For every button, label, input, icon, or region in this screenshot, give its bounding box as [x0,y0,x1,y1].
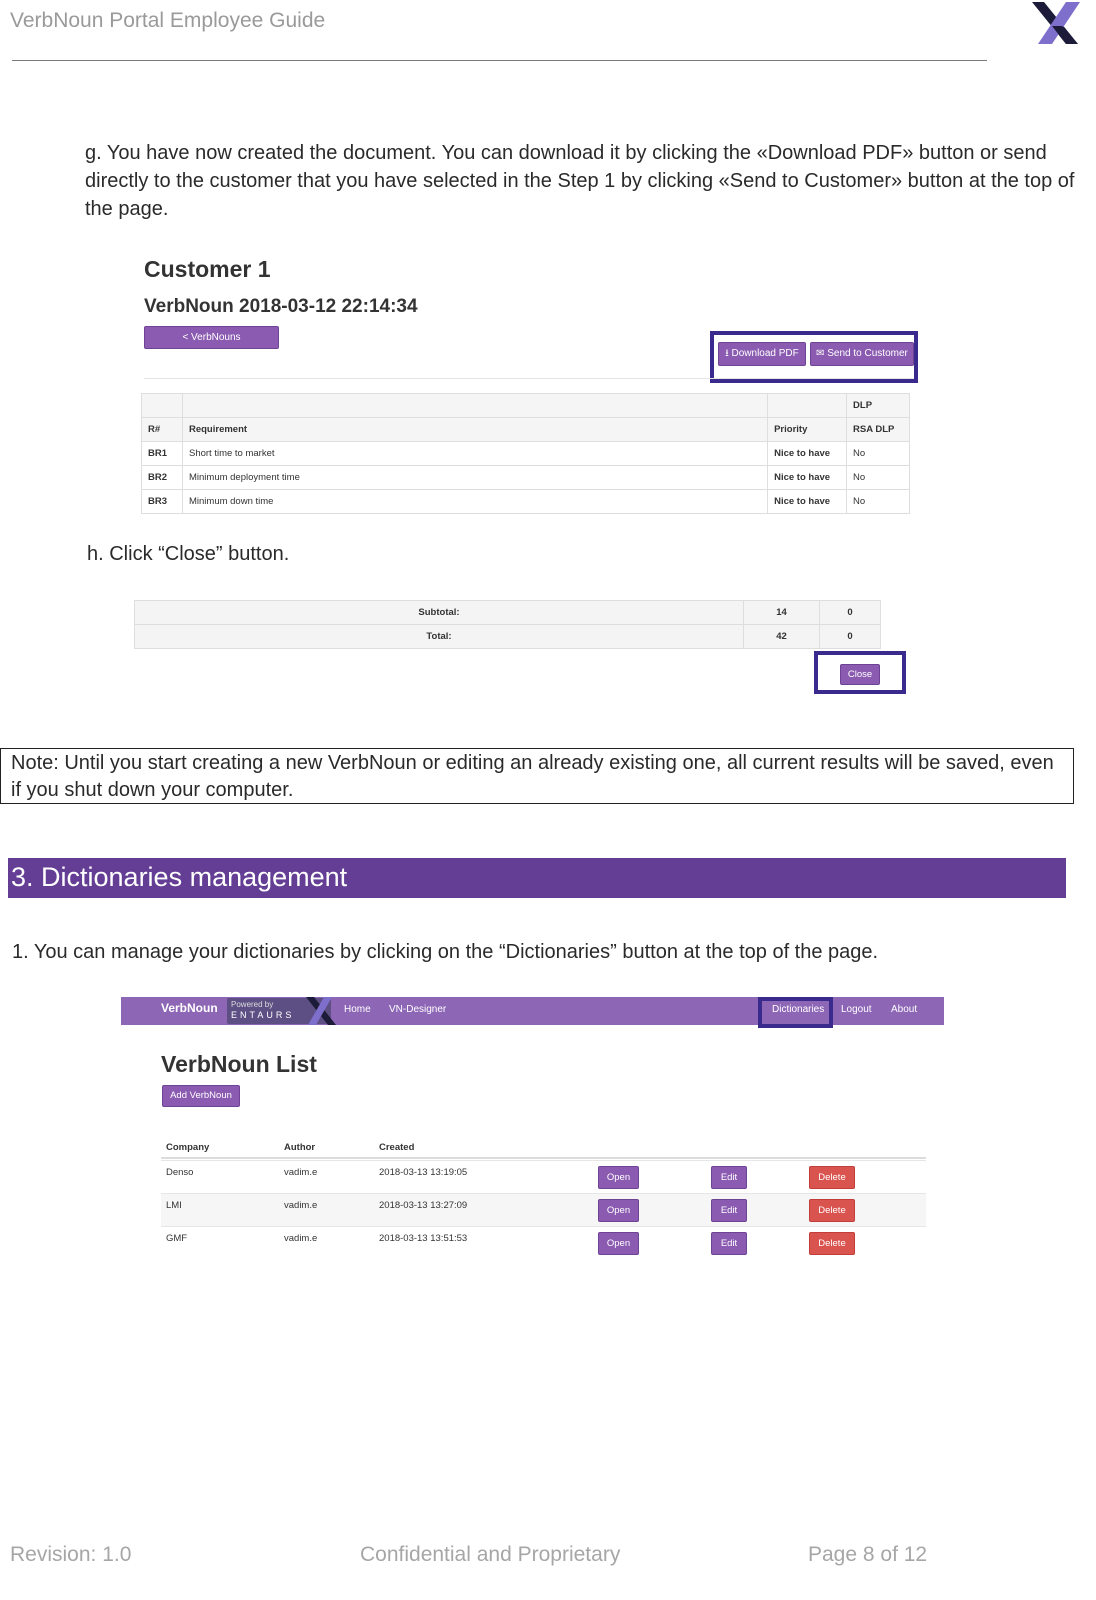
send-to-customer-button[interactable]: ✉ Send to Customer [810,342,914,366]
footer-page-number: Page 8 of 12 [808,1543,928,1566]
table-header [161,1137,926,1159]
footer-revision: Revision: 1.0 [10,1543,132,1566]
delete-button[interactable]: Delete [809,1166,855,1189]
totals-table [134,600,881,649]
download-pdf-button[interactable]: ⭳ Download PDF [718,342,806,366]
back-to-verbnouns-button[interactable]: < VerbNouns [144,326,279,349]
author-cell: vadim.e [284,1233,318,1244]
badge-name: ENTAURS [231,1010,295,1020]
nav-vn-designer[interactable]: VN-Designer [389,1004,447,1015]
header-divider [12,60,987,61]
delete-button[interactable]: Delete [809,1232,855,1255]
row-value: 42 [744,625,820,649]
table-row [142,490,910,514]
requirements-table [141,393,910,514]
edit-button[interactable]: Edit [711,1199,747,1222]
company-cell: LMI [166,1200,182,1211]
requirement-priority: Nice to have [768,466,847,490]
row-value: 0 [820,601,881,625]
created-cell: 2018-03-13 13:27:09 [379,1200,468,1211]
highlight-box [814,651,906,694]
requirement-dlp: No [847,466,910,490]
footer-confidential: Confidential and Proprietary [360,1543,621,1566]
requirement-name: Short time to market [182,442,767,466]
step-g-text: g. You have now created the document. You can download it by clicking the «Download PDF» button or send directly to the customer that you have selected in the Step 1 by clicking «Send to Customer» button at the top of the page. [85,142,1075,220]
document-screenshot-totals [134,590,914,700]
table-row [161,1226,926,1259]
group-header-dlp: DLP [847,394,910,418]
close-button[interactable]: Close [840,664,880,685]
created-cell: 2018-03-13 13:19:05 [379,1167,468,1178]
navbar-brand[interactable]: VerbNoun [161,1001,218,1015]
requirement-id: BR1 [142,442,183,466]
document-header-title: VerbNoun Portal Employee Guide [10,9,326,32]
delete-button[interactable]: Delete [809,1199,855,1222]
verbnoun-timestamp-title: VerbNoun 2018-03-12 22:14:34 [144,296,418,317]
table-row [161,1193,926,1226]
requirement-priority: Nice to have [768,442,847,466]
requirement-id: BR3 [142,490,183,514]
column-header: Requirement [182,418,767,442]
edit-button[interactable]: Edit [711,1232,747,1255]
table-row [135,601,881,625]
nav-dictionaries[interactable]: Dictionaries [772,1004,825,1015]
document-screenshot-verbnoun-list [121,997,944,1262]
brand-x-logo-icon [1032,0,1084,48]
author-cell: vadim.e [284,1167,318,1178]
add-verbnoun-button[interactable]: Add VerbNoun [162,1085,240,1107]
badge-caption: Powered by [231,1000,274,1009]
column-header: Created [379,1142,415,1153]
row-value: 14 [744,601,820,625]
dictionaries-step-1-text: 1. You can manage your dictionaries by clicking on the “Dictionaries” button at the top of the page. [12,941,879,963]
verbnoun-list-heading: VerbNoun List [161,1051,317,1077]
customer-title: Customer 1 [144,256,271,282]
nav-home[interactable]: Home [344,1004,371,1015]
row-label: Total: [135,625,744,649]
column-header: Author [284,1142,316,1153]
table-row [142,442,910,466]
requirement-priority: Nice to have [768,490,847,514]
brand-x-icon [306,997,336,1025]
column-header: Priority [768,418,847,442]
table-row [135,625,881,649]
open-button[interactable]: Open [598,1166,639,1189]
requirement-dlp: No [847,442,910,466]
highlight-box [710,331,918,383]
company-cell: Denso [166,1167,194,1178]
edit-button[interactable]: Edit [711,1166,747,1189]
document-screenshot-customer [140,248,940,528]
highlight-box [758,997,833,1028]
column-header: R# [142,418,183,442]
row-value: 0 [820,625,881,649]
section-heading: 3. Dictionaries management [8,858,1066,898]
open-button[interactable]: Open [598,1199,639,1222]
row-label: Subtotal: [135,601,744,625]
note-box: Note: Until you start creating a new VerbNoun or editing an already existing one, all current results will be saved, even if you shut down your computer. [0,748,1074,804]
requirement-name: Minimum down time [182,490,767,514]
company-cell: GMF [166,1233,188,1244]
created-cell: 2018-03-13 13:51:53 [379,1233,468,1244]
nav-about[interactable]: About [891,1004,918,1015]
requirement-id: BR2 [142,466,183,490]
nav-logout[interactable]: Logout [841,1004,872,1015]
column-header: RSA DLP [847,418,910,442]
author-cell: vadim.e [284,1200,318,1211]
requirement-name: Minimum deployment time [182,466,767,490]
table-row [142,466,910,490]
divider [144,378,914,379]
requirement-dlp: No [847,490,910,514]
table-row [161,1160,926,1193]
step-h-text: h. Click “Close” button. [87,543,290,565]
column-header: Company [166,1142,210,1153]
open-button[interactable]: Open [598,1232,639,1255]
